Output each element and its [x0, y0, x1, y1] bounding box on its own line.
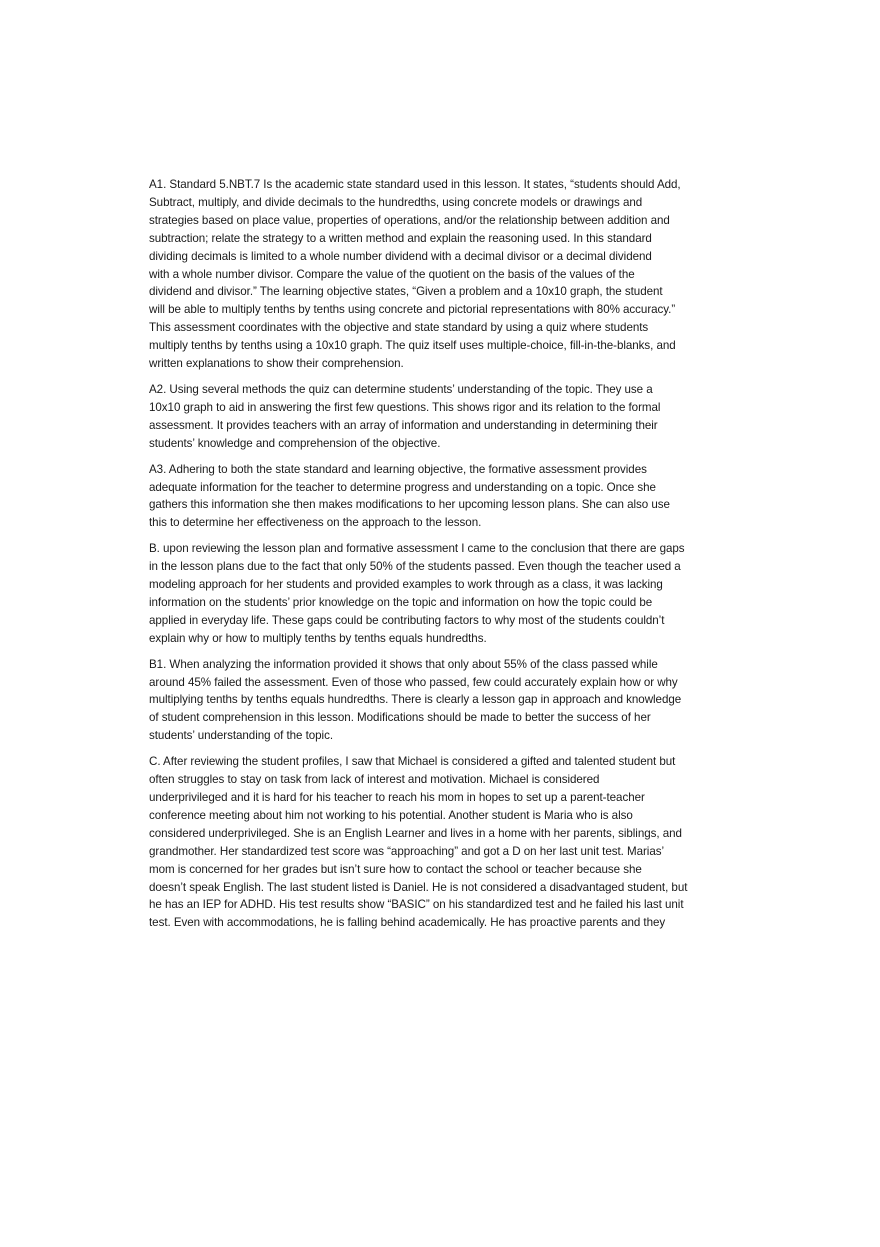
- text-line: information on the students’ prior knowledge on the topic and information on how the topic could be: [149, 595, 653, 609]
- paragraph-c: [149, 753, 734, 932]
- text-line: applied in everyday life. These gaps could be contributing factors to why most of the students couldn’t: [149, 613, 665, 627]
- text-line: Subtract, multiply, and divide decimals to the hundredths, using concrete models or drawings and: [149, 195, 643, 209]
- text-line: assessment. It provides teachers with an array of information and understanding in determining their: [149, 418, 658, 432]
- text-line: B1. When analyzing the information provided it shows that only about 55% of the class passed while: [149, 657, 658, 671]
- paragraph-b1: [149, 656, 734, 746]
- text-line: C. After reviewing the student profiles, I saw that Michael is considered a gifted and talented student but: [149, 755, 676, 769]
- text-line: gathers this information she then makes modifications to her upcoming lesson plans. She can also use: [149, 498, 670, 512]
- text-line: conference meeting about him not working to his potential. Another student is Maria who is also: [149, 808, 633, 822]
- text-line: doesn’t speak English. The last student listed is Daniel. He is not considered a disadvantaged student, but: [149, 880, 688, 894]
- text-line: of student comprehension in this lesson. Modifications should be made to better the success of her: [149, 711, 651, 725]
- text-line: 10x10 graph to aid in answering the first few questions. This shows rigor and its relation to the formal: [149, 400, 661, 414]
- text-line: multiply tenths by tenths using a 10x10 graph. The quiz itself uses multiple-choice, fill-in-the-blanks, and: [149, 339, 676, 353]
- paragraph-b: [149, 540, 734, 647]
- text-line: modeling approach for her students and provided examples to work through as a class, it was lacking: [149, 578, 663, 592]
- text-line: mom is concerned for her grades but isn’t sure how to contact the school or teacher because she: [149, 862, 642, 876]
- paragraph-a1: [149, 176, 734, 373]
- text-line: adequate information for the teacher to determine progress and understanding on a topic. Once she: [149, 480, 656, 494]
- text-line: this to determine her effectiveness on the approach to the lesson.: [149, 516, 482, 530]
- text-line: dividing decimals is limited to a whole number dividend with a decimal divisor or a decimal dividend: [149, 249, 652, 263]
- text-line: around 45% failed the assessment. Even of those who passed, few could accurately explain how or why: [149, 675, 678, 689]
- text-line: multiplying tenths by tenths equals hundredths. There is clearly a lesson gap in approach and knowledge: [149, 693, 682, 707]
- text-line: considered underprivileged. She is an English Learner and lives in a home with her parents, siblings, and: [149, 826, 682, 840]
- text-line: underprivileged and it is hard for his teacher to reach his mom in hopes to set up a parent-teacher: [149, 791, 645, 804]
- document-body: [149, 176, 734, 940]
- text-line: subtraction; relate the strategy to a written method and explain the reasoning used. In this standard: [149, 231, 652, 245]
- text-line: written explanations to show their comprehension.: [149, 357, 404, 371]
- text-line: A3. Adhering to both the state standard and learning objective, the formative assessment provides: [149, 462, 647, 476]
- text-line: grandmother. Her standardized test score was “approaching” and got a D on her last unit test. Marias’: [149, 844, 665, 858]
- text-line: dividend and divisor.” The learning objective states, “Given a problem and a 10x10 graph, the student: [149, 285, 663, 299]
- text-line: students’ knowledge and comprehension of the objective.: [149, 436, 441, 450]
- paragraph-a2: [149, 381, 734, 453]
- text-line: in the lesson plans due to the fact that only 50% of the students passed. Even though the teacher used a: [149, 560, 681, 574]
- text-line: with a whole number divisor. Compare the value of the quotient on the basis of the values of the: [149, 267, 635, 281]
- text-line: explain why or how to multiply tenths by tenths equals hundredths.: [149, 631, 487, 645]
- text-line: This assessment coordinates with the objective and state standard by using a quiz where students: [149, 321, 649, 335]
- text-line: test. Even with accommodations, he is falling behind academically. He has proactive parents and they: [149, 916, 666, 930]
- text-line: will be able to multiply tenths by tenths using concrete and pictorial representations with 80% accuracy.”: [149, 303, 676, 317]
- text-line: students’ understanding of the topic.: [149, 729, 333, 743]
- text-line: A2. Using several methods the quiz can determine students’ understanding of the topic. They use a: [149, 382, 653, 396]
- text-line: B. upon reviewing the lesson plan and formative assessment I came to the conclusion that there are gaps: [149, 542, 685, 556]
- text-line: often struggles to stay on task from lack of interest and motivation. Michael is considered: [149, 773, 600, 787]
- text-line: he has an IEP for ADHD. His test results show “BASIC” on his standardized test and he failed his last unit: [149, 898, 684, 912]
- text-line: A1. Standard 5.NBT.7 Is the academic state standard used in this lesson. It states, “students should Add,: [149, 178, 681, 191]
- paragraph-a3: [149, 461, 734, 533]
- text-line: strategies based on place value, properties of operations, and/or the relationship between addition and: [149, 213, 670, 227]
